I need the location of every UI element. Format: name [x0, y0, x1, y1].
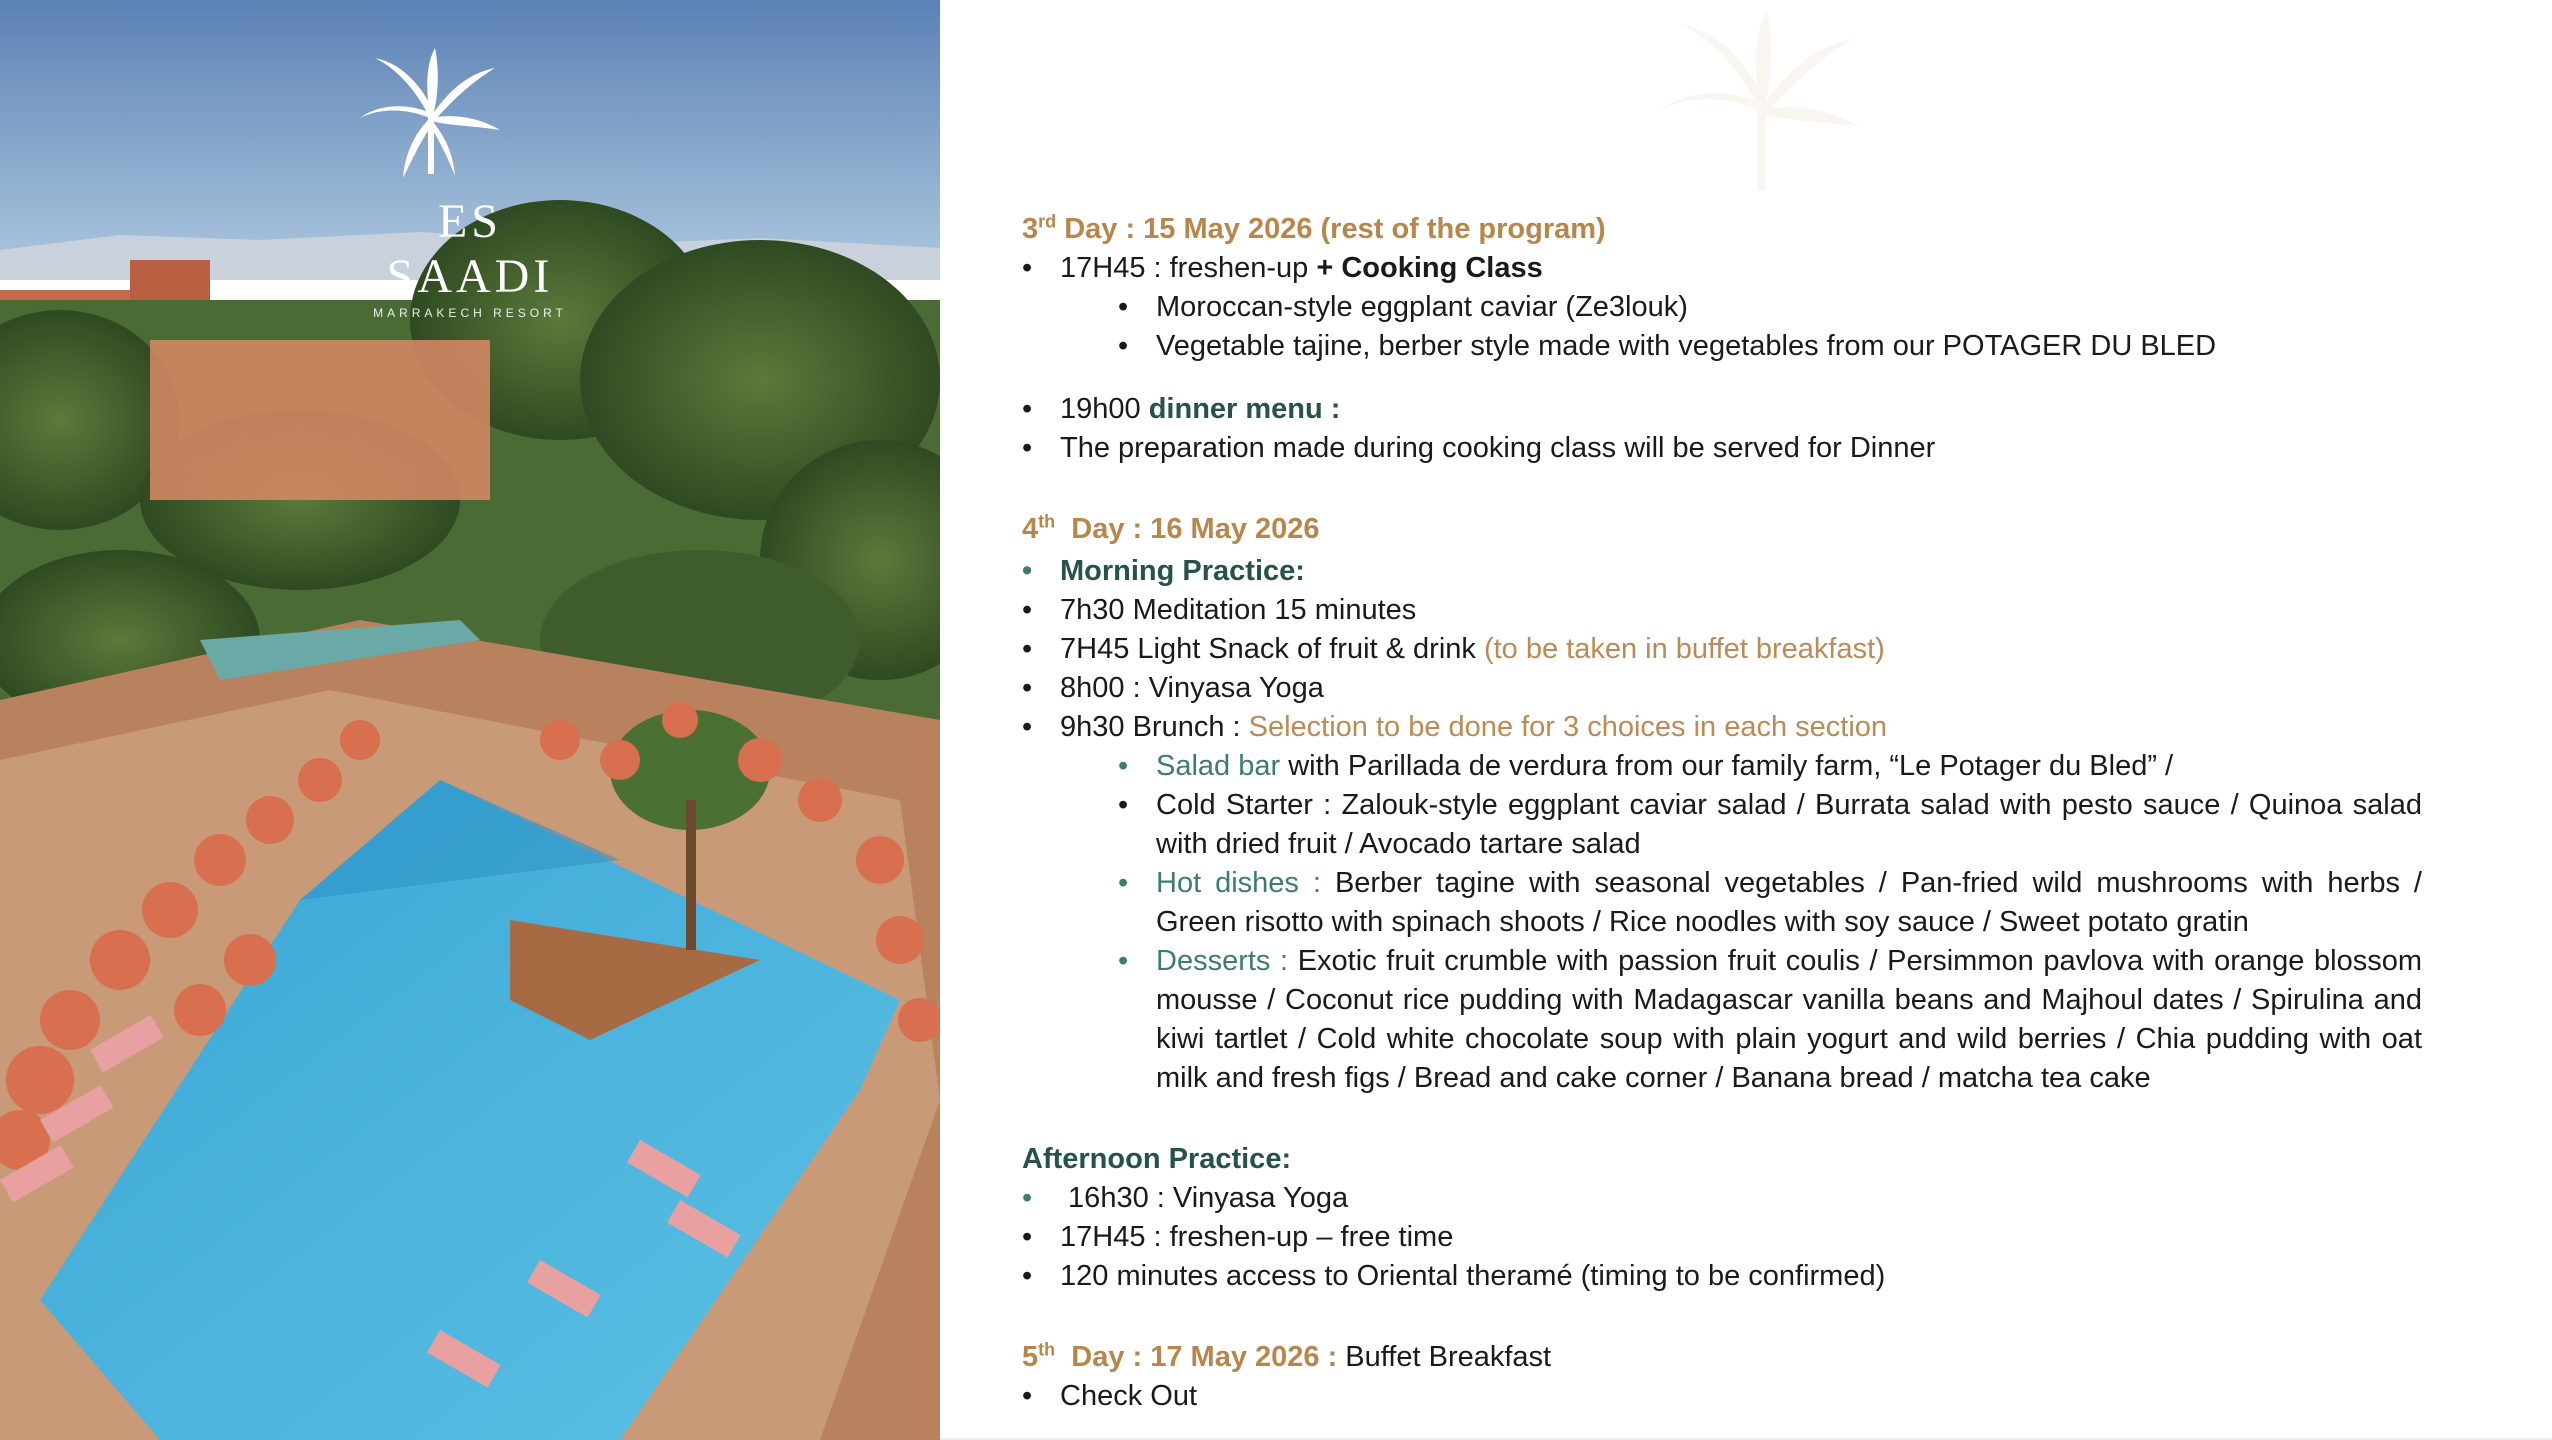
list-item: • 17H45 : freshen-up + Cooking Class	[1022, 249, 2422, 288]
list-item: • 120 minutes access to Oriental theramé (timing to be confirmed)	[1022, 1257, 2422, 1296]
list-item: • Vegetable tajine, berber style made with vegetables from our POTAGER DU BLED	[1022, 327, 2422, 366]
brand-logo	[355, 48, 585, 320]
day5-heading: 5th Day : 17 May 2026 : Buffet Breakfast	[1022, 1339, 1552, 1373]
list-item: • 7h30 Meditation 15 minutes	[1022, 591, 2422, 630]
resort-photo	[0, 0, 940, 1440]
list-item: • Desserts : Exotic fruit crumble with passion fruit coulis / Persimmon pavlova with orange blossom mousse / Coconut rice pudding with Madagascar vanilla beans and Majhoul dates / Spirulina and kiwi tartlet / Cold white chocolate soup with plain yogurt and wild berries / Chia pudding with oat milk and fresh figs / Bread and cake corner / Banana bread / matcha tea cake	[1022, 942, 2422, 1098]
afternoon-practice-label: Afternoon Practice:	[1022, 1143, 1292, 1175]
list-item: • Cold Starter : Zalouk-style eggplant caviar salad / Burrata salad with pesto sauce / Quinoa salad with dried fruit / Avocado tartare salad	[1022, 786, 2422, 864]
brand-name: ES SAADI	[386, 195, 554, 303]
list-item: • Moroccan-style eggplant caviar (Ze3louk)	[1022, 288, 2422, 327]
brand-subtitle: MARRAKECH RESORT	[373, 306, 567, 320]
day4-heading: 4th Day : 16 May 2026	[1022, 511, 1320, 545]
list-item: • 19h00 dinner menu :	[1022, 390, 2422, 429]
program-schedule	[1022, 210, 2422, 1416]
list-item: • Hot dishes : Berber tagine with seasonal vegetables / Pan-fried wild mushrooms with herbs / Green risotto with spinach shoots / Rice noodles with soy sauce / Sweet potato gratin	[1022, 864, 2422, 942]
list-item: • 9h30 Brunch : Selection to be done for 3 choices in each section	[1022, 708, 2422, 747]
morning-practice-label: • Morning Practice:	[1022, 552, 2422, 591]
palm-watermark-icon	[1630, 10, 1890, 210]
list-item: • 17H45 : freshen-up – free time	[1022, 1218, 2422, 1257]
list-item: • The preparation made during cooking class will be served for Dinner	[1022, 429, 2422, 468]
list-item: • 7H45 Light Snack of fruit & drink (to be taken in buffet breakfast)	[1022, 630, 2422, 669]
day3-heading: 3rd Day : 15 May 2026 (rest of the program)	[1022, 211, 1606, 245]
list-item: • 8h00 : Vinyasa Yoga	[1022, 669, 2422, 708]
list-item: • 16h30 : Vinyasa Yoga	[1022, 1179, 2422, 1218]
list-item: • Salad bar with Parillada de verdura from our family farm, “Le Potager du Bled” /	[1022, 747, 2422, 786]
palm-tree-icon	[355, 48, 505, 188]
list-item: • Check Out	[1022, 1377, 2422, 1416]
